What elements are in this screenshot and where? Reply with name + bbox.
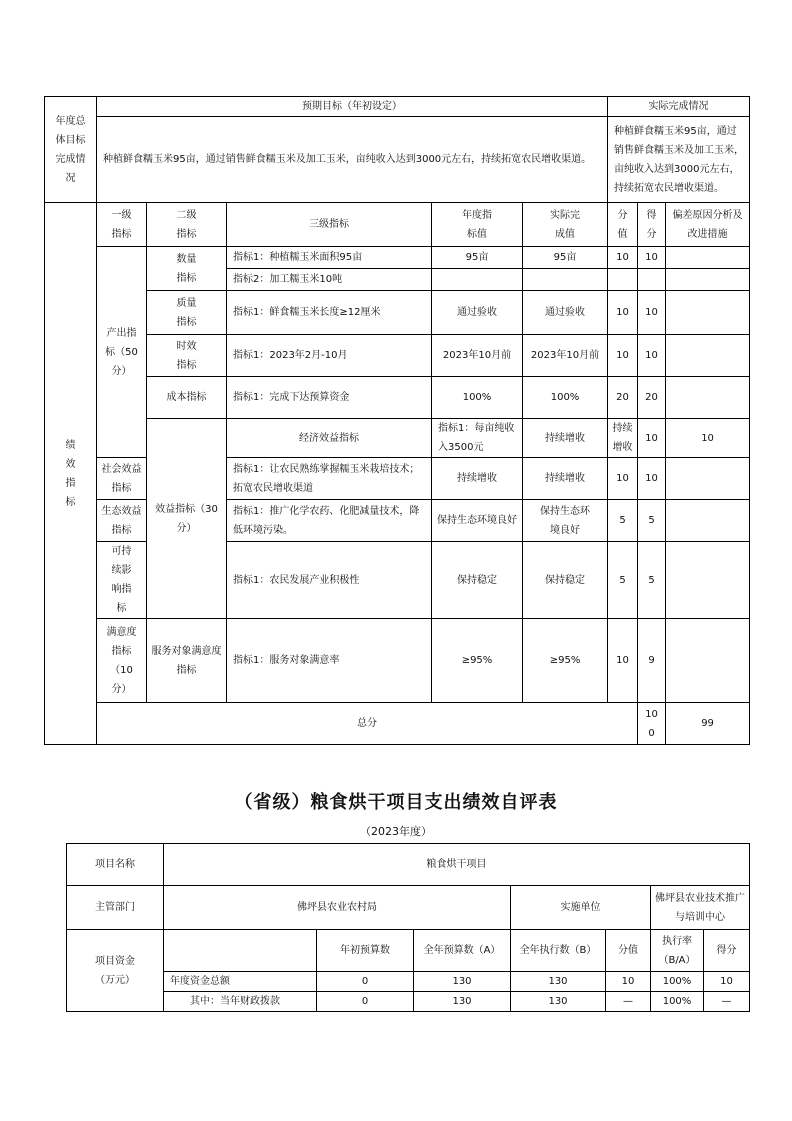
fund-exec-rate: 100% [651, 972, 704, 992]
actual-completion-header: 实际完成情况 [608, 97, 750, 117]
indicator-deviation [666, 377, 750, 419]
total-score: 99 [666, 703, 750, 745]
fund-score-value: 10 [606, 972, 651, 992]
indicator-target: ≥95% [432, 619, 523, 703]
fund-exec-rate: 100% [651, 992, 704, 1012]
indicator-deviation [666, 619, 750, 703]
initial-budget-header: 年初预算数 [317, 930, 414, 972]
fund-budget: 130 [414, 992, 511, 1012]
indicator-deviation [666, 335, 750, 377]
indicator-l3: 指标1：服务对象满意率 [227, 619, 432, 703]
annual-target-header: 年度指标值 [432, 203, 523, 247]
indicator-l3: 指标1：2023年2月-10月 [227, 335, 432, 377]
indicator-score: 20 [638, 377, 666, 419]
unit-value: 佛坪县农业技术推广与培训中心 [651, 886, 750, 930]
indicator-score-value [608, 269, 638, 291]
indicator-target: 保持生态环境良好 [432, 500, 523, 542]
satisfaction-indicator-group: 满意度指标（10分） [97, 619, 147, 703]
fund-budget: 130 [414, 972, 511, 992]
score-header: 得分 [704, 930, 750, 972]
indicator-deviation [666, 269, 750, 291]
project-name-value: 粮食烘干项目 [164, 844, 750, 886]
indicator-l3: 指标1：让农民熟练掌握糯玉米栽培技术；拓宽农民增收渠道 [227, 458, 432, 500]
indicator-l3: 指标1：每亩纯收入3500元 [432, 419, 523, 458]
fund-table [66, 843, 750, 1012]
indicator-target: 95亩 [432, 247, 523, 269]
fund-exec: 130 [511, 972, 606, 992]
indicator-l2: 时效指标 [147, 335, 227, 377]
actual-value-header: 实际完成值 [523, 203, 608, 247]
indicator-score-value: 10 [638, 419, 666, 458]
fund-row-label: 其中：当年财政拨款 [164, 992, 317, 1012]
project-name-label: 项目名称 [67, 844, 164, 886]
indicator-target: 持续增收 [523, 419, 608, 458]
indicator-l3: 指标1：推广化学农药、化肥减量技术，降低环境污染。 [227, 500, 432, 542]
indicator-l2: 经济效益指标 [227, 419, 432, 458]
indicator-l3: 指标1：完成下达预算资金 [227, 377, 432, 419]
indicator-actual: 通过验收 [523, 291, 608, 335]
fund-initial: 0 [317, 992, 414, 1012]
indicator-l2: 社会效益指标 [97, 458, 147, 500]
output-indicator-group: 产出指标（50分） [97, 247, 147, 458]
performance-table [44, 96, 750, 745]
indicator-score-value: 5 [608, 542, 638, 619]
exec-rate-header: 执行率（B/A） [651, 930, 704, 972]
level1-header: 一级指标 [97, 203, 147, 247]
indicator-l3: 指标1：鲜食糯玉米长度≥12厘米 [227, 291, 432, 335]
indicator-target: 保持稳定 [432, 542, 523, 619]
score-value-header: 分值 [606, 930, 651, 972]
indicator-actual: 100% [523, 377, 608, 419]
indicator-actual: 持续增收 [523, 458, 608, 500]
score-header: 得分 [638, 203, 666, 247]
indicator-score: 10 [638, 335, 666, 377]
score-value-header: 分值 [608, 203, 638, 247]
indicator-actual [523, 269, 608, 291]
dept-label: 主管部门 [67, 886, 164, 930]
fund-score: — [704, 992, 750, 1012]
total-score-value: 100 [638, 703, 666, 745]
indicator-score [638, 269, 666, 291]
indicator-score-value: 10 [608, 291, 638, 335]
indicator-actual: 保持生态环境良好 [523, 500, 608, 542]
indicator-l2: 数量指标 [147, 247, 227, 291]
indicator-actual: 持续增收 [608, 419, 638, 458]
deviation-header: 偏差原因分析及改进措施 [666, 203, 750, 247]
expected-goal-text: 种植鲜食糯玉米95亩，通过销售鲜食糯玉米及加工玉米，亩纯收入达到3000元左右，持续拓宽农民增收渠道。 [97, 117, 608, 203]
level3-header: 三级指标 [227, 203, 432, 247]
blank-header [164, 930, 317, 972]
indicator-target: 持续增收 [432, 458, 523, 500]
indicator-actual: ≥95% [523, 619, 608, 703]
indicator-deviation [666, 500, 750, 542]
indicator-actual: 保持稳定 [523, 542, 608, 619]
fund-initial: 0 [317, 972, 414, 992]
performance-indicator-label: 绩效指标 [45, 203, 97, 745]
fund-score-value: — [606, 992, 651, 1012]
actual-completion-text: 种植鲜食糯玉米95亩，通过销售鲜食糯玉米及加工玉米，亩纯收入达到3000元左右，持续拓宽农民增收渠道。 [608, 117, 750, 203]
annual-goal-header: 年度总体目标完成情况 [45, 97, 97, 203]
dept-value: 佛坪县农业农村局 [164, 886, 511, 930]
indicator-deviation [666, 247, 750, 269]
indicator-deviation [666, 542, 750, 619]
document-year: （2023年度） [360, 825, 432, 838]
indicator-l2: 生态效益指标 [97, 500, 147, 542]
indicator-score: 10 [638, 458, 666, 500]
indicator-actual: 95亩 [523, 247, 608, 269]
indicator-l3: 指标2：加工糯玉米10吨 [227, 269, 432, 291]
fund-row-label: 年度资金总额 [164, 972, 317, 992]
indicator-l3: 指标1：种植糯玉米面积95亩 [227, 247, 432, 269]
indicator-score: 10 [638, 291, 666, 335]
full-exec-header: 全年执行数（B） [511, 930, 606, 972]
indicator-score: 9 [638, 619, 666, 703]
indicator-actual: 2023年10月前 [523, 335, 608, 377]
indicator-l2: 服务对象满意度指标 [147, 619, 227, 703]
indicator-score-value: 20 [608, 377, 638, 419]
indicator-score: 5 [638, 500, 666, 542]
indicator-l2: 质量指标 [147, 291, 227, 335]
unit-label: 实施单位 [511, 886, 651, 930]
indicator-score: 10 [638, 247, 666, 269]
fund-score: 10 [704, 972, 750, 992]
indicator-score: 5 [638, 542, 666, 619]
indicator-target: 2023年10月前 [432, 335, 523, 377]
indicator-deviation [666, 458, 750, 500]
full-budget-header: 全年预算数（A） [414, 930, 511, 972]
total-score-label: 总分 [97, 703, 638, 745]
document-title: （省级）粮食烘干项目支出绩效自评表 [234, 792, 558, 813]
indicator-target [432, 269, 523, 291]
expected-goal-header: 预期目标（年初设定） [97, 97, 608, 117]
level2-header: 二级指标 [147, 203, 227, 247]
indicator-target: 通过验收 [432, 291, 523, 335]
project-funds-label: 项目资金（万元） [67, 930, 164, 1012]
indicator-l2: 可持续影响指标 [97, 542, 147, 619]
indicator-score-value: 5 [608, 500, 638, 542]
indicator-score-value: 10 [608, 458, 638, 500]
indicator-l3: 指标1：农民发展产业积极性 [227, 542, 432, 619]
benefit-indicator-group: 效益指标（30分） [147, 419, 227, 619]
indicator-score-value: 10 [608, 247, 638, 269]
indicator-score-value: 10 [608, 619, 638, 703]
indicator-l2: 成本指标 [147, 377, 227, 419]
indicator-target: 100% [432, 377, 523, 419]
indicator-score-value: 10 [608, 335, 638, 377]
indicator-score: 10 [666, 419, 750, 458]
indicator-deviation [666, 291, 750, 335]
fund-exec: 130 [511, 992, 606, 1012]
